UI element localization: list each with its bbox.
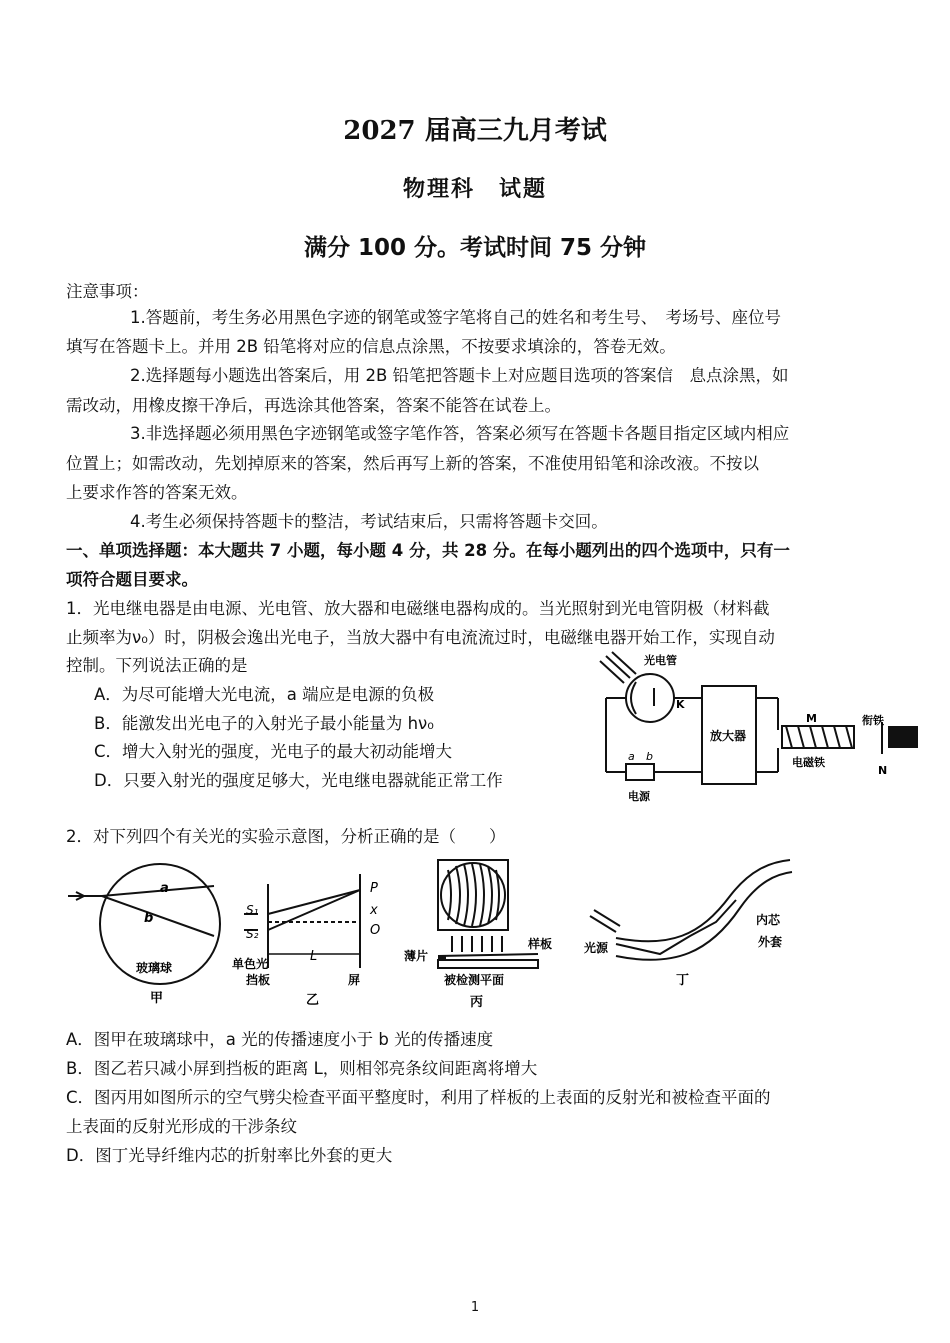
q1-source-label: 电源 [628,790,650,803]
yi-o-label: O [370,923,381,938]
q1-option-b: B．能激发出光电子的入射光子最小能量为 hν₀ [94,714,434,733]
q1-k-label: K [676,698,685,711]
q2-option-d: D．图丁光导纤维内芯的折射率比外套的更大 [66,1146,393,1165]
bing-caption: 丙 [470,995,484,1008]
jia-b-label: b [144,911,154,926]
exam-subject: 物理科 试题 [402,177,547,202]
notice-item1-line2: 填写在答题卡上。并用 2B 铅笔将对应的信息点涂黑，不按要求填涂的，答卷无效。 [66,337,676,356]
q2-figure-yi [232,868,402,1008]
q2-figure-jia [64,856,234,1006]
yi-x-label: x [370,903,378,918]
notice-item3-line3: 上要求作答的答案无效。 [66,483,248,502]
q2-option-c-line1: C．图丙用如图所示的空气劈尖检查平面平整度时，利用了样板的上表面的反射光和被检查平面的 [66,1088,771,1107]
q1-option-c: C．增大入射光的强度，光电子的最大初动能增大 [94,742,453,761]
q1-circuit-figure [592,650,932,810]
notice-heading: 注意事项： [66,282,149,301]
bing-tested-label: 被检测平面 [444,973,505,987]
jia-a-label: a [160,881,169,896]
jia-glass-label: 玻璃球 [136,961,173,975]
ding-caption: 丁 [676,973,690,988]
q1-iron-label: 衔铁 [862,714,884,727]
q2-figure-bing [404,856,574,1008]
q1-tube-label: 光电管 [644,654,677,667]
bing-pad-label: 薄片 [404,949,429,963]
q1-option-d: D．只要入射光的强度足够大，光电继电器就能正常工作 [94,771,503,790]
section1-line1: 一、单项选择题：本大题共 7 小题，每小题 4 分，共 28 分。在每小题列出的四个选项中，只有一 [66,541,790,560]
notice-item2-line1: 2.选择题每小题选出答案后，用 2B 铅笔把答题卡上对应题目选项的答案信 息点涂黑，如 [130,366,789,385]
q1-coil-label: 电磁铁 [792,756,825,769]
jia-caption: 甲 [150,991,164,1006]
bing-sample-label: 样板 [528,937,553,951]
page-number: 1 [470,1300,480,1315]
ding-core-label: 内芯 [756,913,781,927]
yi-screen-label: 屏 [348,973,361,987]
q2-option-c-line2: 上表面的反射光形成的干涉条纹 [66,1117,297,1136]
notice-item2-line2: 需改动，用橡皮擦干净后，再选涂其他答案，答案不能答在试卷上。 [66,396,561,415]
q1-stem-line3: 控制。下列说法正确的是 [66,656,248,675]
notice-item3-line2: 位置上；如需改动，先划掉原来的答案，然后再写上新的答案，不准使用铅笔和涂改液。不按以 [66,454,759,473]
notice-item3-line1: 3.非选择题必须用黑色字迹钢笔或签字笔作答，答案必须写在答题卡各题目指定区域内相应 [130,424,790,443]
q1-stem-line1: 1．光电继电器是由电源、光电管、放大器和电磁继电器构成的。当光照射到光电管阴极（材料截 [66,599,770,618]
q1-a-label: a [628,750,635,763]
yi-s1-label: S₁ [246,903,259,917]
q1-amp-label: 放大器 [710,729,747,743]
q2-figure-ding [580,856,800,988]
yi-l-label: L [310,949,318,964]
notice-item4: 4.考生必须保持答题卡的整洁，考试结束后，只需将答题卡交回。 [130,512,608,531]
yi-p-label: P [370,881,378,896]
q1-m-label: M [806,712,817,725]
ding-source-label: 光源 [584,941,609,955]
yi-light-label: 单色光 [232,957,269,971]
yi-s2-label: S₂ [246,927,259,941]
q2-stem: 2．对下列四个有关光的实验示意图，分析正确的是（ ） [66,827,506,846]
yi-caption: 乙 [306,993,320,1008]
ding-cladding-label: 外套 [758,935,783,949]
q2-option-a: A．图甲在玻璃球中，a 光的传播速度小于 b 光的传播速度 [66,1030,494,1049]
yi-plate-label: 挡板 [246,973,271,987]
q1-option-a: A．为尽可能增大光电流，a 端应是电源的负极 [94,685,435,704]
exam-score-time: 满分 100 分。考试时间 75 分钟 [303,235,647,261]
q1-n-label: N [878,764,888,777]
q2-option-b: B．图乙若只减小屏到挡板的距离 L，则相邻亮条纹间距离将增大 [66,1059,538,1078]
q1-stem-line2: 止频率为ν₀）时，阴极会逸出光电子，当放大器中有电流流过时，电磁继电器开始工作，实现自动 [66,628,775,647]
exam-title: 2027 届高三九月考试 [343,116,607,146]
notice-item1-line1: 1.答题前，考生务必用黑色字迹的钢笔或签字笔将自己的姓名和考生号、 考场号、座位号 [130,308,781,327]
q1-b-label: b [646,750,653,763]
section1-line2: 项符合题目要求。 [66,570,198,589]
